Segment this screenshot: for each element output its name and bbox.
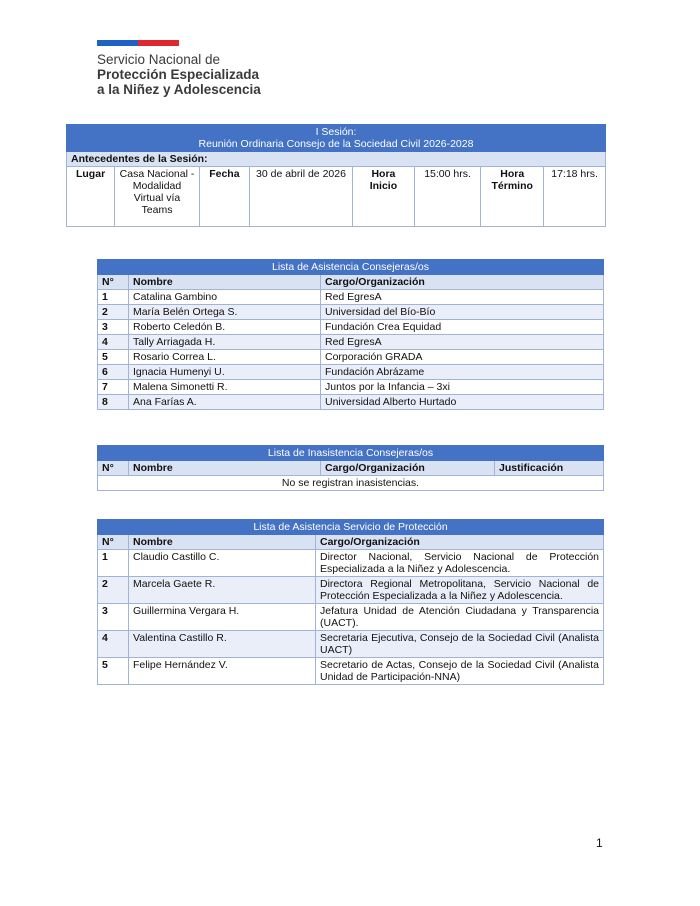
lugar-value: Casa Nacional - Modalidad Virtual vía Teams <box>115 167 200 227</box>
table-row <box>98 577 604 604</box>
table-row <box>98 550 604 577</box>
row-num: 1 <box>98 550 129 577</box>
row-num: 2 <box>98 577 129 604</box>
table-row <box>98 335 604 350</box>
row-num: 4 <box>98 631 129 658</box>
row-nombre: Guillermina Vergara H. <box>129 604 316 631</box>
table-row <box>98 631 604 658</box>
row-num: 7 <box>98 380 129 395</box>
table-row <box>98 658 604 685</box>
row-nombre: Ana Farías A. <box>129 395 321 410</box>
inasistencia-title: Lista de Inasistencia Consejeras/os <box>98 446 604 461</box>
fecha-value: 30 de abril de 2026 <box>249 167 352 227</box>
table-row <box>98 290 604 305</box>
row-cargo: Director Nacional, Servicio Nacional de Protección Especializada a la Niñez y Adolescencia. <box>316 550 604 577</box>
row-num: 1 <box>98 290 129 305</box>
row-nombre: Roberto Celedón B. <box>129 320 321 335</box>
table-row <box>98 604 604 631</box>
logo-line-1: Servicio Nacional de <box>97 52 221 67</box>
row-cargo: Corporación GRADA <box>321 350 604 365</box>
hora-inicio-label: Hora Inicio <box>353 167 415 227</box>
col-nombre: Nombre <box>129 461 321 476</box>
antecedentes-label: Antecedentes de la Sesión: <box>67 152 606 167</box>
table-row <box>98 365 604 380</box>
row-cargo: Universidad Alberto Hurtado <box>321 395 604 410</box>
col-num: N° <box>98 275 129 290</box>
page-number: 1 <box>596 836 603 850</box>
col-num: N° <box>98 535 129 550</box>
row-num: 2 <box>98 305 129 320</box>
row-num: 5 <box>98 658 129 685</box>
row-cargo: Red EgresA <box>321 335 604 350</box>
row-nombre: Claudio Castillo C. <box>129 550 316 577</box>
row-nombre: Valentina Castillo R. <box>129 631 316 658</box>
row-cargo: Red EgresA <box>321 290 604 305</box>
inasistencia-empty: No se registran inasistencias. <box>98 476 604 491</box>
col-cargo: Cargo/Organización <box>316 535 604 550</box>
table-row <box>98 350 604 365</box>
row-nombre: Rosario Correa L. <box>129 350 321 365</box>
col-num: N° <box>98 461 129 476</box>
col-nombre: Nombre <box>129 535 316 550</box>
table-row <box>98 395 604 410</box>
logo-bars <box>97 40 179 46</box>
hora-termino-label: Hora Término <box>481 167 544 227</box>
table-row <box>98 320 604 335</box>
row-nombre: Malena Simonetti R. <box>129 380 321 395</box>
row-cargo: Juntos por la Infancia – 3xi <box>321 380 604 395</box>
table-row <box>98 380 604 395</box>
row-nombre: Marcela Gaete R. <box>129 577 316 604</box>
row-num: 6 <box>98 365 129 380</box>
servicio-table <box>97 519 604 685</box>
row-num: 3 <box>98 320 129 335</box>
row-nombre: María Belén Ortega S. <box>129 305 321 320</box>
col-cargo: Cargo/Organización <box>321 461 495 476</box>
col-nombre: Nombre <box>129 275 321 290</box>
row-num: 4 <box>98 335 129 350</box>
logo <box>97 40 261 97</box>
row-nombre: Ignacia Humenyi U. <box>129 365 321 380</box>
session-title-line2: Reunión Ordinaria Consejo de la Sociedad Civil 2026-2028 <box>198 138 474 150</box>
row-cargo: Fundación Abrázame <box>321 365 604 380</box>
lugar-label: Lugar <box>67 167 115 227</box>
row-cargo: Jefatura Unidad de Atención Ciudadana y Transparencia (UACT). <box>316 604 604 631</box>
row-cargo: Secretario de Actas, Consejo de la Sociedad Civil (Analista Unidad de Participación-NNA) <box>316 658 604 685</box>
row-num: 3 <box>98 604 129 631</box>
row-cargo: Directora Regional Metropolitana, Servicio Nacional de Protección Especializada a la Niñez y Adolescencia. <box>316 577 604 604</box>
table-row <box>98 305 604 320</box>
row-nombre: Felipe Hernández V. <box>129 658 316 685</box>
logo-bar-blue <box>97 40 138 46</box>
row-nombre: Tally Arriagada H. <box>129 335 321 350</box>
session-title-line1: I Sesión: <box>315 126 357 138</box>
session-table <box>66 124 606 227</box>
col-justificacion: Justificación <box>495 461 604 476</box>
row-num: 5 <box>98 350 129 365</box>
servicio-title: Lista de Asistencia Servicio de Protección <box>98 520 604 535</box>
asistencia-title: Lista de Asistencia Consejeras/os <box>98 260 604 275</box>
logo-line-2: Protección Especializada <box>97 67 260 82</box>
row-nombre: Catalina Gambino <box>129 290 321 305</box>
hora-inicio-value: 15:00 hrs. <box>414 167 480 227</box>
logo-line-3: a la Niñez y Adolescencia <box>97 82 261 97</box>
row-num: 8 <box>98 395 129 410</box>
asistencia-table <box>97 259 604 410</box>
col-cargo: Cargo/Organización <box>321 275 604 290</box>
session-title <box>67 125 606 152</box>
inasistencia-table <box>97 445 604 491</box>
logo-bar-red <box>138 40 179 46</box>
fecha-label: Fecha <box>199 167 249 227</box>
row-cargo: Fundación Crea Equidad <box>321 320 604 335</box>
hora-termino-value: 17:18 hrs. <box>544 167 606 227</box>
row-cargo: Secretaria Ejecutiva, Consejo de la Sociedad Civil (Analista UACT) <box>316 631 604 658</box>
row-cargo: Universidad del Bío-Bío <box>321 305 604 320</box>
